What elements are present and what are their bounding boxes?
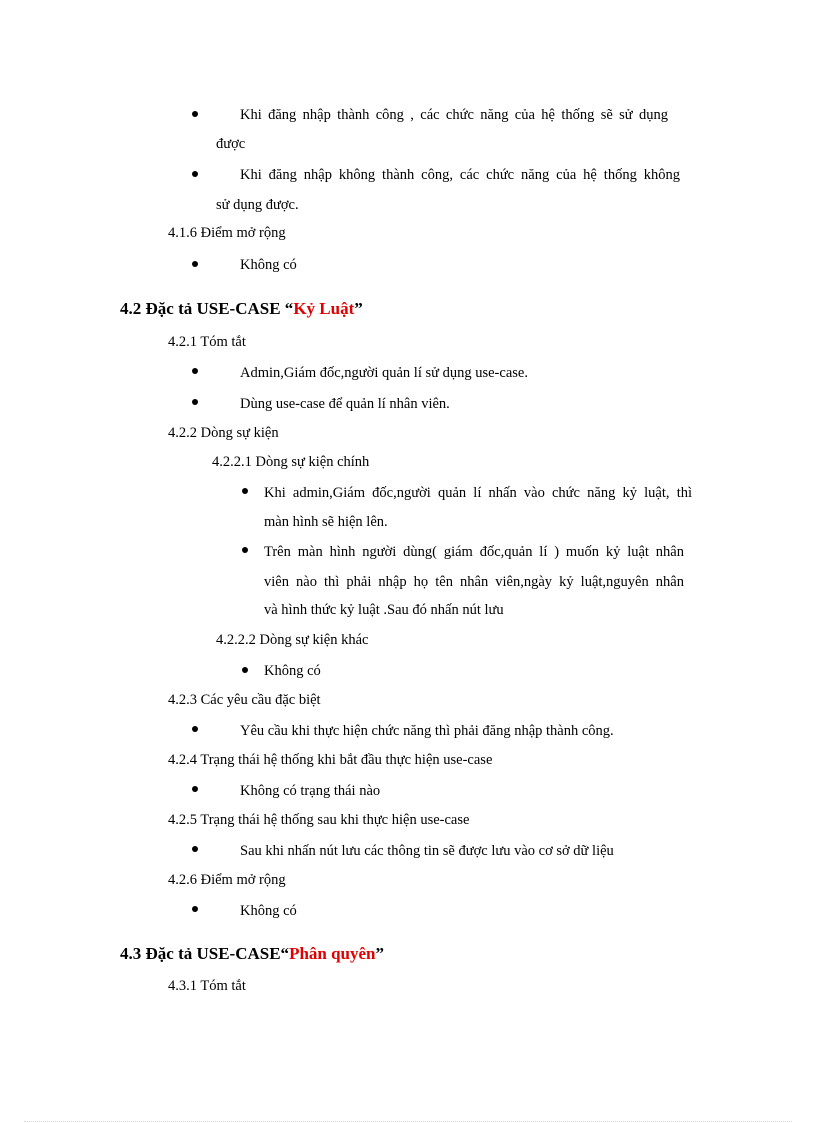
list-item: Không có trạng thái nào xyxy=(240,783,381,799)
section-heading xyxy=(120,298,363,320)
bullet-dot xyxy=(242,667,248,673)
bullet-dot xyxy=(192,786,198,792)
subsection-heading: 4.2.2 Dòng sự kiện xyxy=(168,425,279,441)
list-item: Không có xyxy=(240,257,297,273)
bullet-dot xyxy=(192,261,198,267)
list-item: Trên màn hình người dùng( giám đốc,quản lí ) muốn kỷ luật nhân xyxy=(264,544,684,560)
bullet-dot xyxy=(242,488,248,494)
subsection-heading: 4.2.1 Tóm tắt xyxy=(168,334,246,350)
sub-subsection-heading: 4.2.2.1 Dòng sự kiện chính xyxy=(212,454,370,470)
subsection-heading: 4.2.6 Điểm mở rộng xyxy=(168,872,286,888)
list-item: Yêu cầu khi thực hiện chức năng thì phải đăng nhập thành công. xyxy=(240,723,614,739)
page-bottom-divider xyxy=(24,1121,792,1122)
bullet-dot xyxy=(192,399,198,405)
bullet-dot xyxy=(192,906,198,912)
subsection-heading: 4.3.1 Tóm tắt xyxy=(168,978,246,994)
list-item: Khi đăng nhập không thành công, các chức năng của hệ thống không xyxy=(240,167,680,183)
section-heading-prefix: 4.2 Đặc tả USE-CASE “ xyxy=(120,299,294,318)
list-item-continuation: màn hình sẽ hiện lên. xyxy=(264,514,388,530)
list-item: Dùng use-case để quản lí nhân viên. xyxy=(240,396,450,412)
list-item-continuation: viên nào thì phải nhập họ tên nhân viên,ngày kỷ luật,nguyên nhân xyxy=(264,574,684,590)
section-heading-prefix: 4.3 Đặc tả USE-CASE“ xyxy=(120,944,290,963)
bullet-dot xyxy=(192,726,198,732)
sub-subsection-heading: 4.2.2.2 Dòng sự kiện khác xyxy=(216,632,369,648)
subsection-heading: 4.2.3 Các yêu cầu đặc biệt xyxy=(168,692,321,708)
bullet-dot xyxy=(192,111,198,117)
section-heading xyxy=(120,943,384,965)
section-heading-suffix: ” xyxy=(375,944,385,963)
list-item: Khi admin,Giám đốc,người quản lí nhấn vào chức năng kỷ luật, thì xyxy=(264,485,692,501)
list-item: Admin,Giám đốc,người quản lí sử dụng use-case. xyxy=(240,365,528,381)
section-heading-highlight: Phân quyên xyxy=(289,944,376,963)
subsection-heading: 4.2.5 Trạng thái hệ thống sau khi thực hiện use-case xyxy=(168,812,470,828)
list-item: Không có xyxy=(264,663,321,679)
list-item-continuation: được xyxy=(216,136,246,152)
bullet-dot xyxy=(242,547,248,553)
subsection-heading: 4.1.6 Điểm mở rộng xyxy=(168,225,286,241)
subsection-heading: 4.2.4 Trạng thái hệ thống khi bắt đầu thực hiện use-case xyxy=(168,752,493,768)
section-heading-highlight: Kỷ Luật xyxy=(293,299,355,318)
list-item: Khi đăng nhập thành công , các chức năng của hệ thống sẽ sử dụng xyxy=(240,107,668,123)
section-heading-suffix: ” xyxy=(354,299,363,318)
bullet-dot xyxy=(192,368,198,374)
bullet-dot xyxy=(192,171,198,177)
bullet-dot xyxy=(192,846,198,852)
list-item: Không có xyxy=(240,903,297,919)
list-item: Sau khi nhấn nút lưu các thông tin sẽ được lưu vào cơ sở dữ liệu xyxy=(240,843,614,859)
list-item-continuation: sử dụng được. xyxy=(216,197,299,213)
list-item-continuation: và hình thức kỷ luật .Sau đó nhấn nút lưu xyxy=(264,602,504,618)
